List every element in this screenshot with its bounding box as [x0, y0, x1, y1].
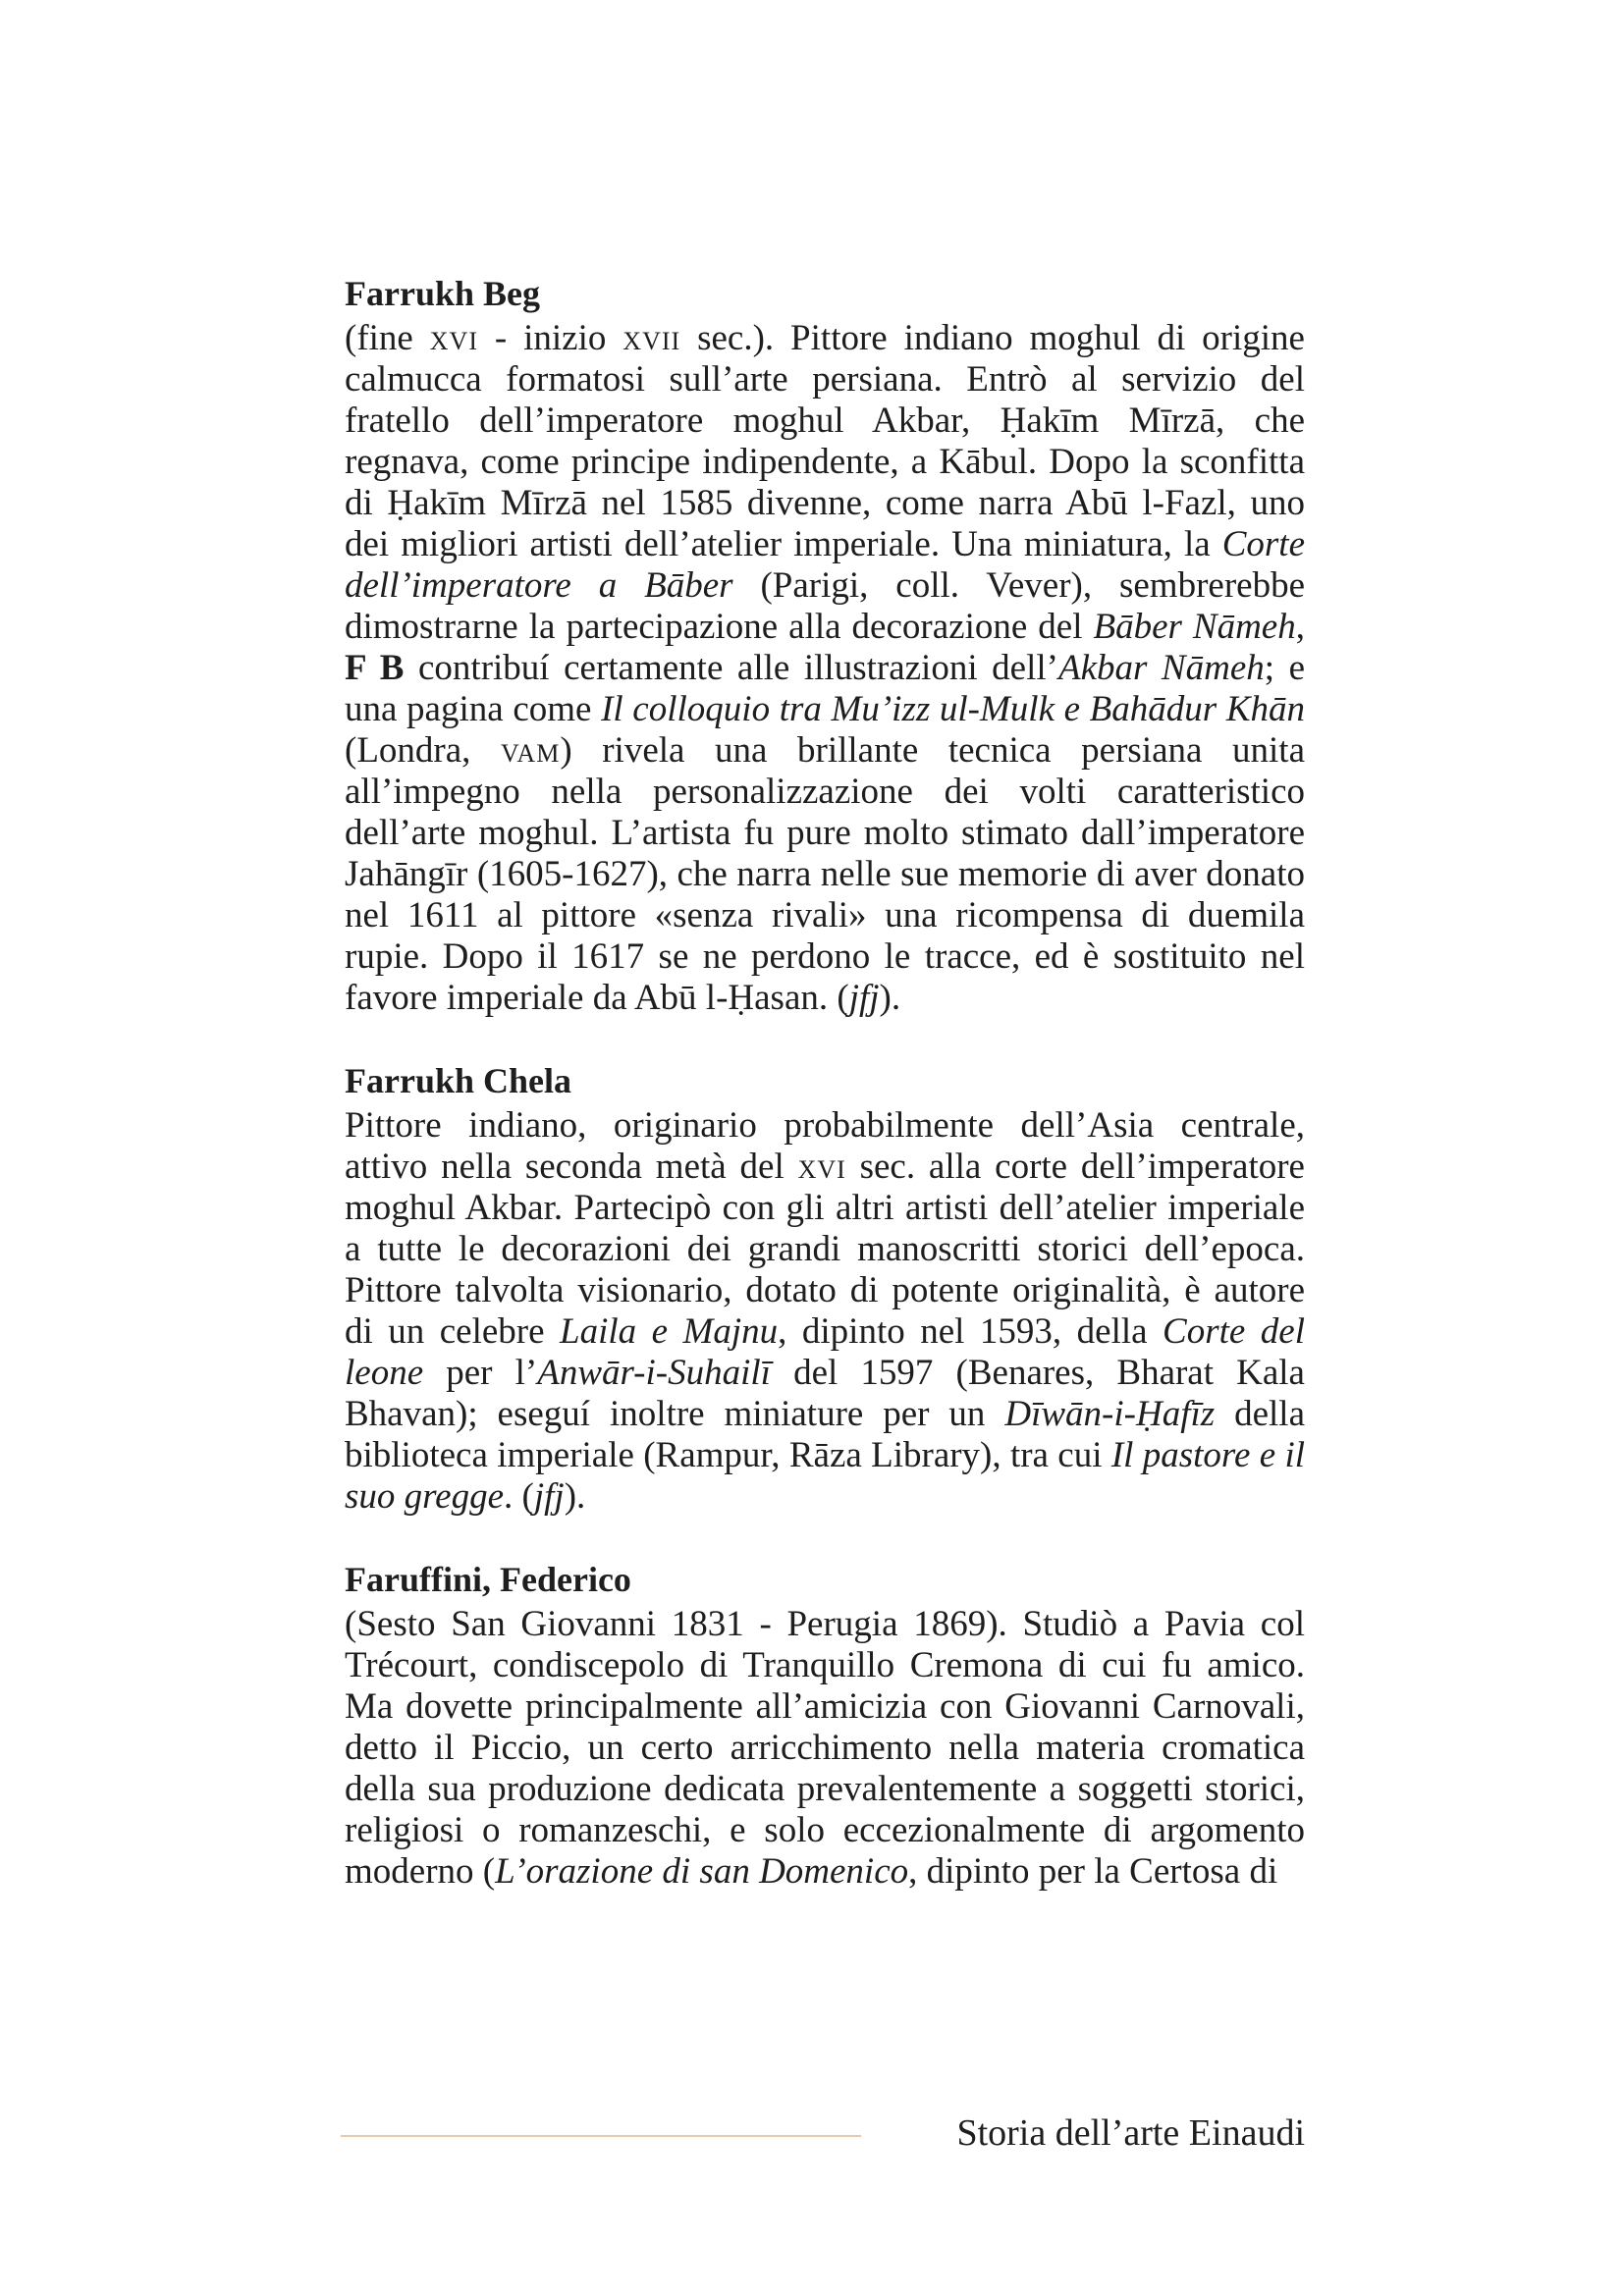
text-segment: ).: [564, 1476, 586, 1517]
text-segment-smallcaps: xvii: [622, 318, 681, 358]
text-segment: ).: [879, 978, 901, 1018]
text-segment: contribuí certamente alle illustrazioni dell’: [404, 648, 1058, 688]
entry-title: Faruffini, Federico: [345, 1560, 631, 1599]
text-segment: , dipinto nel 1593, della: [778, 1311, 1163, 1352]
text-segment: (Londra,: [345, 730, 501, 771]
entry-title: Farrukh Chela: [345, 1061, 572, 1100]
footer-rule: [341, 2135, 861, 2137]
entry-farrukh-chela: [345, 1060, 1305, 1518]
text-segment-italic: jfj: [533, 1476, 565, 1517]
text-segment: ) rivela una brillante tecnica persiana unita all’impegno nella personalizzazione dei volti caratteristico dell’arte moghul. L’artista fu pure molto stimato dall’imperatore Jahāngīr (1605-1627), che narra nelle sue memorie di aver donato nel 1611 al pittore «senza rivali» una ricompensa di duemila rupie. Dopo il 1617 se ne perdono le tracce, ed è sostituito nel favore imperiale da Abū l-Ḥasan. (: [345, 730, 1305, 1018]
entry-text: [345, 1105, 1305, 1518]
text-segment: Pittore indiano, originario probabilmente dell’Asia centrale, attivo nella seconda metà del: [345, 1105, 1305, 1187]
text-segment-smallcaps: vam: [501, 730, 561, 771]
text-segment-italic: Corte del leone: [345, 1311, 1306, 1393]
text-segment: . (: [504, 1476, 534, 1517]
page-body: [345, 273, 1305, 1934]
text-segment-italic: Corte dell’imperatore a Bāber: [345, 524, 1305, 606]
text-segment: ,: [1295, 607, 1305, 647]
text-segment: per l’: [423, 1353, 538, 1393]
text-segment: (Parigi, coll. Vever), sembrerebbe dimostrarne la partecipazione alla decorazione del: [345, 565, 1305, 647]
text-segment-italic: Il colloquio tra Mu’izz ul-Mulk e Bahādur Khān: [601, 689, 1305, 729]
entry-faruffini-federico: [345, 1559, 1305, 1893]
text-segment: ; e una pagina come: [345, 648, 1306, 729]
text-segment-italic: Anwār-i-Suhailī: [537, 1353, 771, 1393]
text-segment-italic: L’orazione di san Domenico: [495, 1851, 909, 1892]
text-segment-italic: Dīwān-i-Ḥafīz: [1004, 1394, 1216, 1434]
text-segment: (fine: [345, 318, 430, 358]
entry-text: [345, 1604, 1305, 1893]
text-segment-italic: Laila e Majnu: [560, 1311, 779, 1352]
text-segment-italic: Bāber Nāmeh: [1093, 607, 1296, 647]
text-segment: del 1597 (Benares, Bharat Kala Bhavan); eseguí inoltre miniature per un: [345, 1353, 1305, 1434]
text-segment: sec.). Pittore indiano moghul di origine calmucca formatosi sull’arte persiana. Entrò al servizio del fratello dell’imperatore moghul Akbar, Ḥakīm Mīrzā, che regnava, come principe indipendente, a Kābul. Dopo la sconfitta di Ḥakīm Mīrzā nel 1585 divenne, come narra Abū l-Fazl, uno dei migliori artisti dell’atelier imperiale. Una miniatura, la: [345, 318, 1305, 564]
text-segment-italic: jfj: [848, 978, 880, 1018]
text-segment-italic: Il pastore e il suo gregge: [345, 1435, 1305, 1517]
text-segment-italic: Akbar Nāmeh: [1057, 648, 1265, 688]
page-footer: [341, 2109, 1305, 2158]
text-segment: - inizio: [477, 318, 623, 358]
entry-title: Farrukh Beg: [345, 274, 541, 313]
text-segment-smallcaps: xvi: [797, 1147, 846, 1187]
text-segment-bold: F B: [345, 648, 405, 688]
text-segment: della biblioteca imperiale (Rampur, Rāza Library), tra cui: [345, 1394, 1305, 1475]
text-segment-smallcaps: xvi: [429, 318, 478, 358]
text-segment: (Sesto San Giovanni 1831 - Perugia 1869). Studiò a Pavia col Trécourt, condiscepolo di Tranquillo Cremona di cui fu amico. Ma dovette principalmente all’amicizia con Giovanni Carnovali, detto il Piccio, un certo arricchimento nella materia cromatica della sua produzione dedicata prevalentemente a soggetti storici, religiosi o romanzeschi, e solo eccezionalmente di argomento moderno (: [345, 1604, 1305, 1892]
entry-farrukh-beg: [345, 273, 1305, 1019]
text-segment: sec. alla corte dell’imperatore moghul Akbar. Partecipò con gli altri artisti dell’atelier imperiale a tutte le decorazioni dei grandi manoscritti storici dell’epoca. Pittore talvolta visionario, dotato di potente originalità, è autore di un celebre: [345, 1147, 1305, 1352]
footer-label: Storia dell’arte Einaudi: [956, 2112, 1305, 2154]
text-segment: , dipinto per la Certosa di: [908, 1851, 1278, 1892]
entry-text: [345, 318, 1305, 1019]
